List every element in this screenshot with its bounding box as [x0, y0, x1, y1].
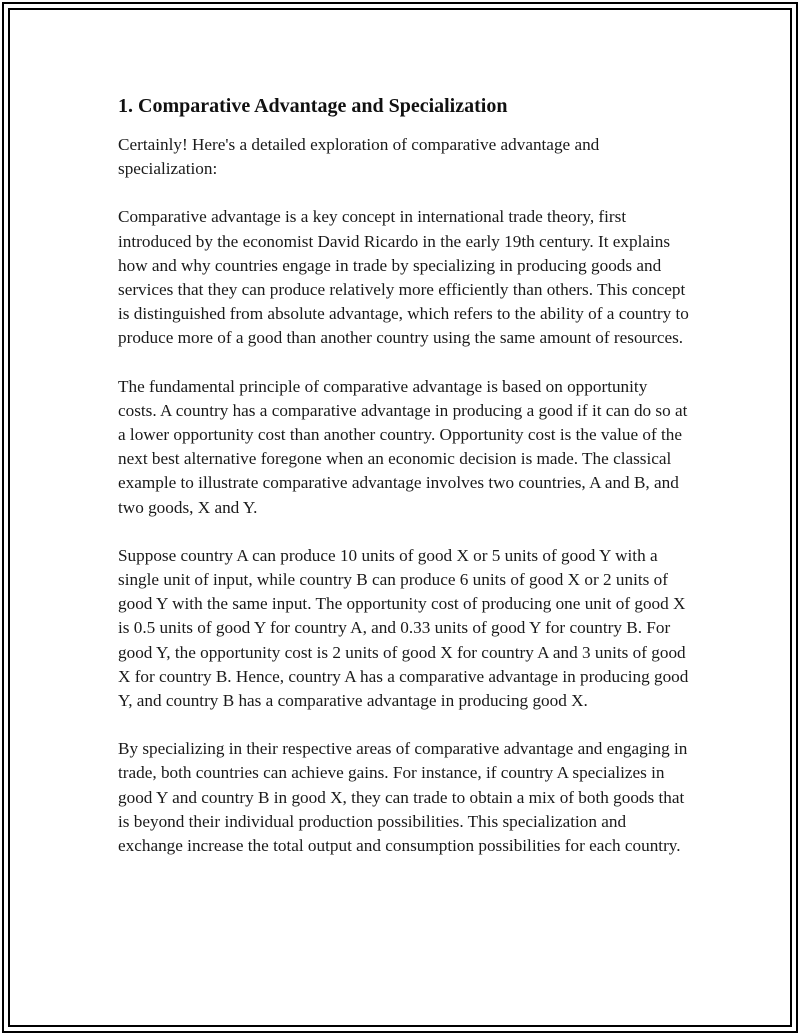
- paragraph-definition: Comparative advantage is a key concept in international trade theory, first introduced by the economist David Ricardo in the early 19th century. It explains how and why countries engage in trade by specializing in producing goods and services that they can produce relatively more efficiently than others. This concept is distinguished from absolute advantage, which refers to the ability of a country to produce more of a good than another country using the same amount of resources.: [118, 207, 689, 348]
- section-heading: 1. Comparative Advantage and Specialization: [118, 95, 508, 117]
- paragraph-opportunity-cost: The fundamental principle of comparative advantage is based on opportunity costs. A country has a comparative advantage in producing a good if it can do so at a lower opportunity cost than another country. Opportunity cost is the value of the next best alternative foregone when an economic decision is made. The classical example to illustrate comparative advantage involves two countries, A and B, and two goods, X and Y.: [118, 376, 688, 517]
- paragraph-intro: Certainly! Here's a detailed exploration of comparative advantage and specialization:: [118, 135, 600, 179]
- paragraph-gains-from-trade: By specializing in their respective areas of comparative advantage and engaging in trade, both countries can achieve gains. For instance, if country A specializes in good Y and country B in good X, they can trade to obtain a mix of both goods that is beyond their individual production possibilities. This specialization and exchange increase the total output and consumption possibilities for each country.: [118, 739, 688, 856]
- paragraph-example: Suppose country A can produce 10 units of good X or 5 units of good Y with a single unit of input, while country B can produce 6 units of good X or 2 units of good Y with the same input. The opportunity cost of producing one unit of good X is 0.5 units of good Y for country A, and 0.33 units of good Y for country B. For good Y, the opportunity cost is 2 units of good X for country A and 3 units of good X for country B. Hence, country A has a comparative advantage in producing good Y, and country B has a comparative advantage in producing good X.: [118, 545, 689, 711]
- document-body: [118, 93, 690, 882]
